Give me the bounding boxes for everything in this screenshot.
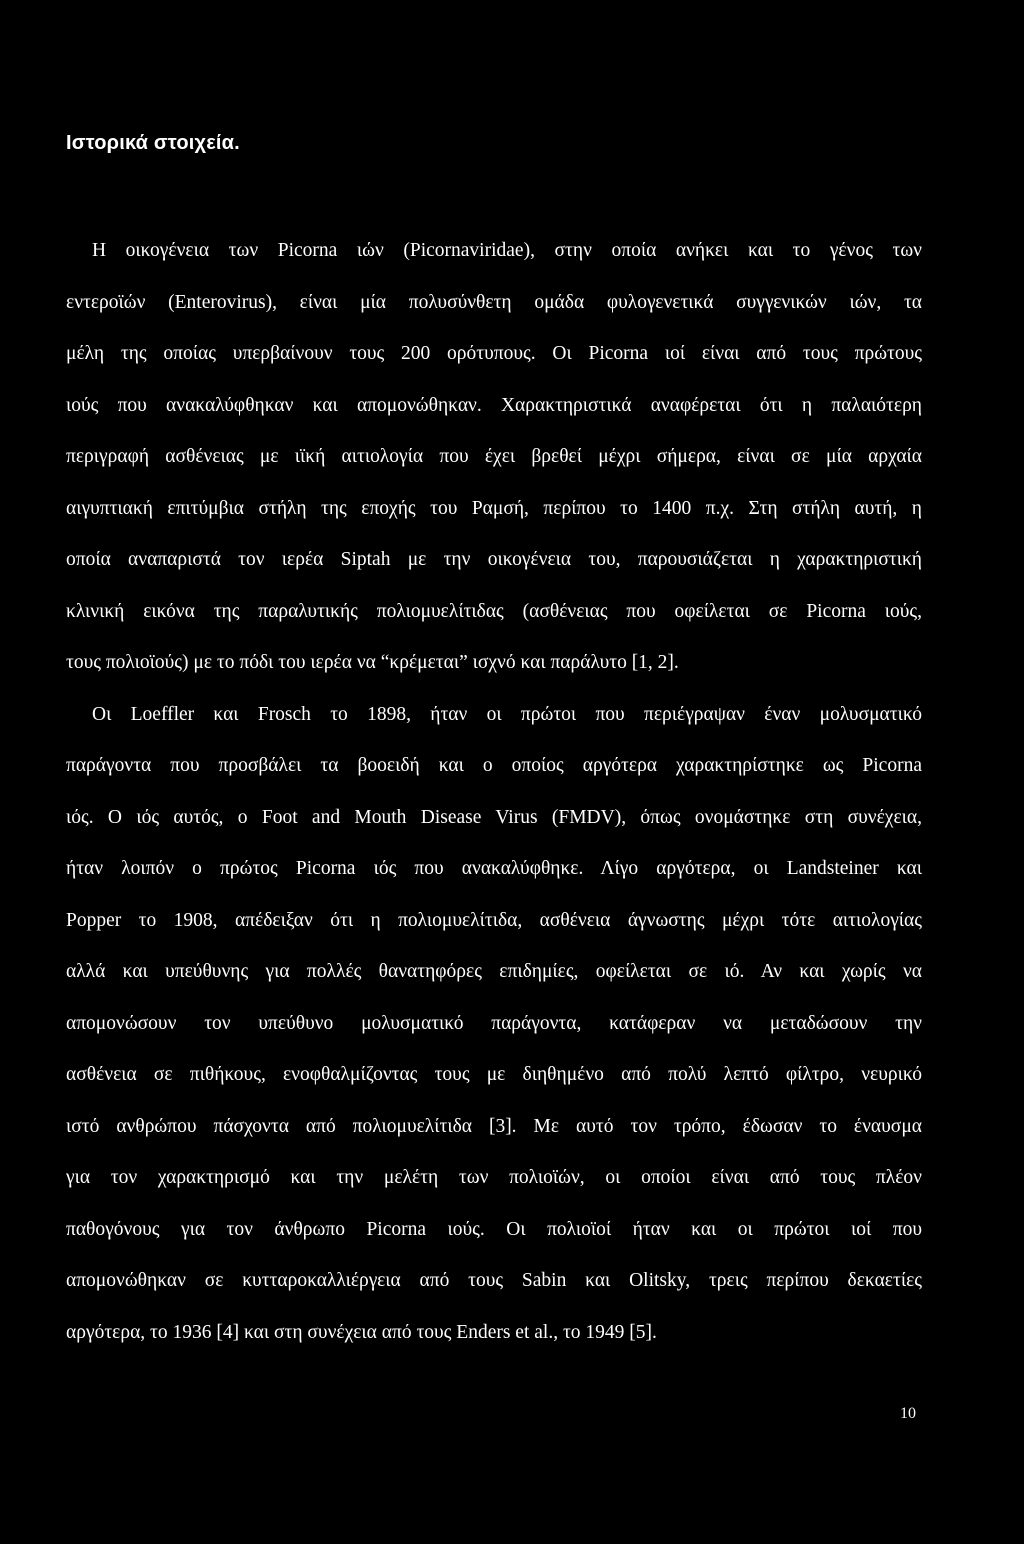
text-line: για τον χαρακτηρισμό και την μελέτη των πολιοϊών, οι οποίοι είναι από τους πλέον xyxy=(66,1167,922,1188)
page-number: 10 xyxy=(900,1405,916,1422)
text-line: τους πολιοϊούς) με το πόδι του ιερέα να “κρέμεται” ισχνό και παράλυτο [1, 2]. xyxy=(66,652,679,673)
paragraph-1 xyxy=(66,225,922,689)
body-text xyxy=(66,225,922,1358)
text-line: αλλά και υπεύθυνης για πολλές θανατηφόρες επιδημίες, οφείλεται σε ιό. Αν και χωρίς να xyxy=(66,961,922,982)
text-line: κλινική εικόνα της παραλυτικής πολιομυελίτιδας (ασθένειας που οφείλεται σε Picorna ιούς, xyxy=(66,600,922,622)
text-line: απομονώσουν τον υπεύθυνο μολυσματικό παράγοντα, κατάφεραν να μεταδώσουν την xyxy=(66,1012,922,1034)
text-line: ιστό ανθρώπου πάσχοντα από πολιομυελίτιδα [3]. Με αυτό τον τρόπο, έδωσαν το έναυσμα xyxy=(66,1115,922,1137)
text-line: αργότερα, το 1936 [4] και στη συνέχεια από τους Enders et al., το 1949 [5]. xyxy=(66,1321,657,1343)
text-line: μέλη της οποίας υπερβαίνουν τους 200 ορότυπους. Οι Picorna ιοί είναι από τους πρώτους xyxy=(66,343,922,364)
text-line: παθογόνους για τον άνθρωπο Picorna ιούς. Οι πολιοϊοί ήταν και οι πρώτοι ιοί που xyxy=(66,1218,922,1240)
text-line: Popper το 1908, απέδειξαν ότι η πολιομυελίτιδα, ασθένεια άγνωστης μέχρι τότε αιτιολογίας xyxy=(66,909,922,931)
section-heading: Ιστορικά στοιχεία. xyxy=(66,132,240,154)
paragraph-2 xyxy=(66,689,922,1359)
text-line: παράγοντα που προσβάλει τα βοοειδή και ο οποίος αργότερα χαρακτηρίστηκε ως Picorna xyxy=(66,755,922,776)
text-line: περιγραφή ασθένειας με ιϊκή αιτιολογία που έχει βρεθεί μέχρι σήμερα, είναι σε μία αρχαία xyxy=(66,446,922,467)
text-line: αιγυπτιακή επιτύμβια στήλη της εποχής του Ραμσή, περίπου το 1400 π.χ. Στη στήλη αυτή, η xyxy=(66,497,922,519)
text-line: ιούς που ανακαλύφθηκαν και απομονώθηκαν. Χαρακτηριστικά αναφέρεται ότι η παλαιότερη xyxy=(66,394,922,416)
text-line: Η οικογένεια των Picorna ιών (Picornaviridae), στην οποία ανήκει και το γένος των xyxy=(92,240,922,261)
text-line: ιός. Ο ιός αυτός, ο Foot and Mouth Disease Virus (FMDV), όπως ονομάστηκε στη συνέχεια, xyxy=(66,806,922,828)
text-line: ασθένεια σε πιθήκους, ενοφθαλμίζοντας τους με διηθημένο από πολύ λεπτό φίλτρο, νευρικό xyxy=(66,1064,922,1085)
text-line: απομονώθηκαν σε κυτταροκαλλιέργεια από τους Sabin και Olitsky, τρεις περίπου δεκαετίες xyxy=(66,1270,922,1291)
text-line: ήταν λοιπόν ο πρώτος Picorna ιός που ανακαλύφθηκε. Λίγο αργότερα, οι Landsteiner και xyxy=(66,858,922,879)
text-line: εντεροϊών (Enterovirus), είναι μία πολυσύνθετη ομάδα φυλογενετικά συγγενικών ιών, τα xyxy=(66,291,922,313)
text-line: Οι Loeffler και Frosch το 1898, ήταν οι πρώτοι που περιέγραψαν έναν μολυσματικό xyxy=(92,703,922,725)
text-line: οποία αναπαριστά τον ιερέα Siptah με την οικογένεια του, παρουσιάζεται η χαρακτηριστική xyxy=(66,549,922,570)
